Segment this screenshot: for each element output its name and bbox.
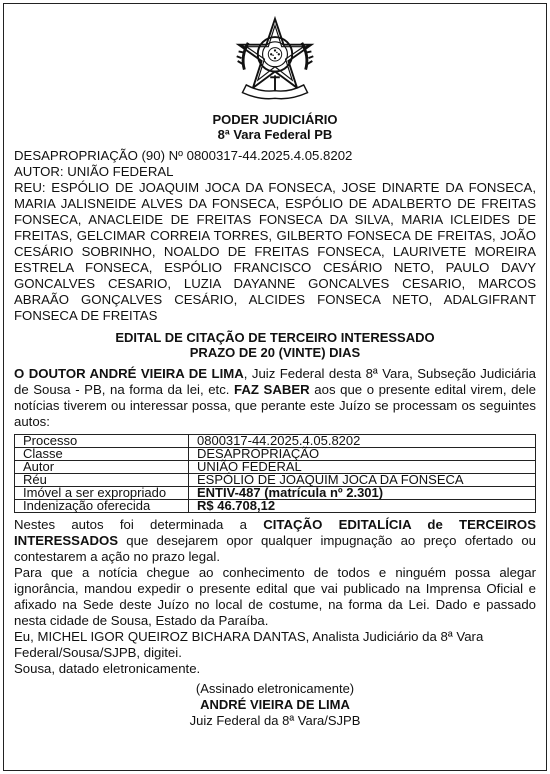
judge-name: O DOUTOR ANDRÉ VIEIRA DE LIMA xyxy=(14,366,244,381)
row-label: Autor xyxy=(15,461,189,474)
row-label: Indenização oferecida xyxy=(15,500,189,513)
author-line: AUTOR: UNIÃO FEDERAL xyxy=(14,164,174,179)
defendants-line: REU: ESPÓLIO DE JOAQUIM JOCA DA FONSECA, JOSE DINARTE DA FONSECA, MARIA JALISNEIDE ALVES DA FONSECA, ESPÓLIO DE ADALBERTO DE FREITAS FONSECA, ANACLEIDE DE FREITAS FONSECA DA SILVA, MARIA ICLEIDES DE FREITAS, GELCIMAR CORREIA TORRES, GILBERTO FONSECA DE FREITAS, JOÃO CESÁRIO SOBRINHO, NOALDO DE FREITAS FONSECA, LAURIVETE MOREIRA ESTRELA FONSECA, ESPÓLIO FRANCISCO CESÁRIO NETO, PAULO DAVY GONCALVES CESARIO, LUZIA DAYANNE GONCALVES CESARIO, MARCOS ABRAÃO GONÇALVES CESÁRIO, ALCIDES FONSECA NETO, ADALGIFRANT FONSECA DE FREITAS xyxy=(14,180,536,323)
edital-page xyxy=(3,3,547,771)
signature-block xyxy=(14,681,536,729)
vara-name: 8ª Vara Federal PB xyxy=(217,127,333,142)
citation-text-1: Nestes autos foi determinada a xyxy=(14,517,264,532)
row-label: Processo xyxy=(15,435,189,448)
row-value: ENTIV-487 (matrícula nº 2.301) xyxy=(189,487,536,500)
citation-text-2: que desejarem opor qualquer impugnação ao preço ofertado ou contestarem a ação no prazo legal. xyxy=(14,533,536,564)
signature-note: (Assinado eletronicamente) xyxy=(195,681,355,696)
typist-paragraph: Eu, MICHEL IGOR QUEIROZ BICHARA DANTAS, Analista Judiciário da 8ª Vara Federal/Sousa/SJPB, digitei. xyxy=(14,629,484,660)
intro-paragraph xyxy=(14,366,536,430)
faz-saber: FAZ SABER xyxy=(234,382,310,397)
process-block xyxy=(14,148,536,324)
process-info-table xyxy=(14,434,536,513)
row-value: ESPÓLIO DE JOAQUIM JOCA DA FONSECA xyxy=(189,474,536,487)
citation-bold: CITAÇÃO EDITALÍCIA de TERCEIROS INTERESSADOS xyxy=(14,517,536,548)
row-label: Imóvel a ser expropriado xyxy=(15,487,189,500)
row-label: Classe xyxy=(15,448,189,461)
citation-paragraph xyxy=(14,517,536,565)
edital-subtitle: PRAZO DE 20 (VINTE) DIAS xyxy=(189,345,361,360)
date-paragraph: Sousa, datado eletronicamente. xyxy=(14,661,201,676)
signature-role: Juiz Federal da 8ª Vara/SJPB xyxy=(189,713,361,728)
table-row xyxy=(15,500,536,513)
row-value: 0800317-44.2025.4.05.8202 xyxy=(189,435,536,448)
publication-paragraph: Para que a notícia chegue ao conhecimento de todos e ninguém possa alegar ignorância, mandou expedir o presente edital que vai publicado na Imprensa Oficial e afixado na Sede deste Juízo no local de costume, na forma da Lei. Dado e passado nesta cidade de Sousa, Estado da Paraíba. xyxy=(14,565,536,628)
brazil-coat-of-arms-icon xyxy=(227,16,323,106)
court-name: PODER JUDICIÁRIO xyxy=(212,112,338,127)
row-value: R$ 46.708,12 xyxy=(189,500,536,513)
row-label: Réu xyxy=(15,474,189,487)
intro-text-2: aos que o presente edital virem, dele notícias tiverem ou interessar possa, que perante este Juízo se processam os seguintes autos: xyxy=(14,382,537,429)
intro-text-1: , Juiz Federal desta 8ª Vara, Subseção Judiciária de Sousa - PB, na forma da lei, etc. xyxy=(14,366,537,397)
process-line: DESAPROPRIAÇÃO (90) Nº 0800317-44.2025.4.05.8202 xyxy=(14,148,353,163)
signature-name: ANDRÉ VIEIRA DE LIMA xyxy=(200,697,350,712)
edital-title: EDITAL DE CITAÇÃO DE TERCEIRO INTERESSADO xyxy=(115,330,435,345)
row-value: UNIÃO FEDERAL xyxy=(189,461,536,474)
edital-heading xyxy=(14,330,536,360)
row-value: DESAPROPRIAÇÃO xyxy=(189,448,536,461)
